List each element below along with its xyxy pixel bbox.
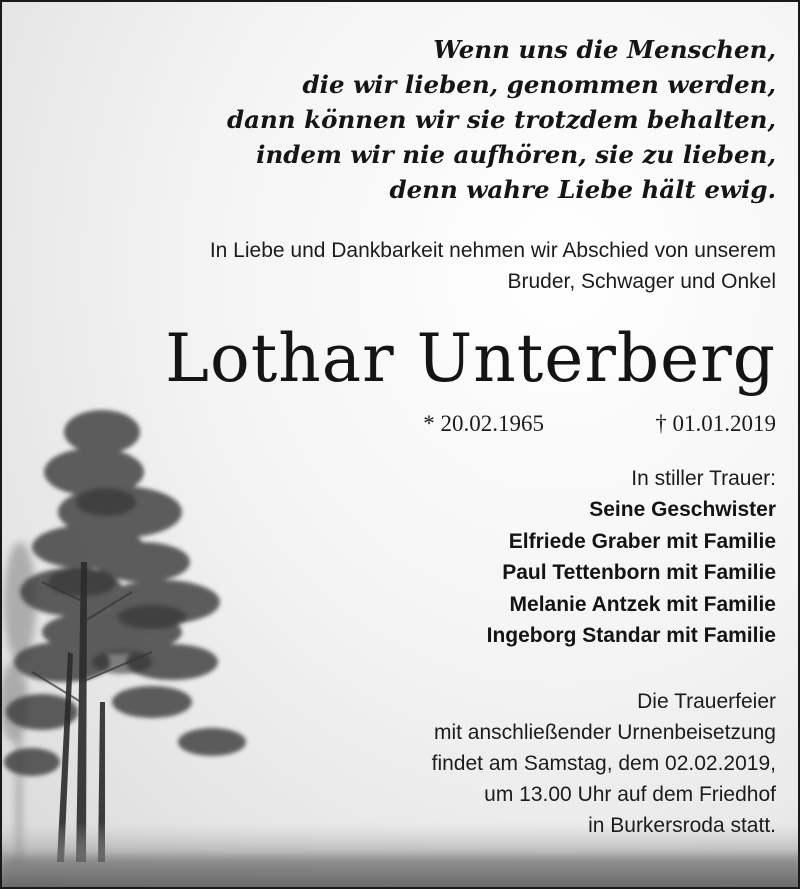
- memorial-poem: [16, 32, 776, 207]
- notice-text: [16, 2, 776, 841]
- poem-line: indem wir nie aufhören, sie zu lieben,: [256, 140, 776, 169]
- service-line: um 13.00 Uhr auf dem Friedhof: [484, 782, 776, 806]
- mourner-name: Ingeborg Standar mit Familie: [486, 624, 776, 647]
- mourners-list: [16, 494, 776, 652]
- poem-line: dann können wir sie trotzdem behalten,: [226, 105, 776, 134]
- poem-line: denn wahre Liebe hält ewig.: [389, 175, 776, 204]
- poem-line: die wir lieben, genommen werden,: [302, 70, 776, 99]
- mourners-label: In stiller Trauer:: [631, 467, 776, 490]
- poem-line: Wenn uns die Menschen,: [433, 35, 776, 64]
- deceased-name: Lothar Unterberg: [165, 320, 776, 397]
- farewell-intro: [16, 235, 776, 297]
- mourners-section: [16, 463, 776, 652]
- intro-line: In Liebe und Dankbarkeit nehmen wir Abschied von unserem: [209, 239, 776, 262]
- birth-date: * 20.02.1965: [423, 411, 544, 436]
- service-line: in Burkersroda statt.: [588, 813, 776, 837]
- service-line: findet am Samstag, dem 02.02.2019,: [431, 751, 776, 775]
- service-line: mit anschließender Urnenbeisetzung: [433, 720, 776, 744]
- life-dates: [16, 409, 776, 439]
- mourner-name: Seine Geschwister: [589, 498, 776, 521]
- mourner-name: Melanie Antzek mit Familie: [509, 592, 776, 616]
- mourner-name: Paul Tettenborn mit Familie: [502, 561, 776, 584]
- intro-line: Bruder, Schwager und Onkel: [507, 270, 776, 293]
- funeral-service-info: [16, 686, 776, 841]
- service-line: Die Trauerfeier: [637, 689, 776, 713]
- mourner-name: Elfriede Graber mit Familie: [508, 529, 776, 553]
- death-date: † 01.01.2019: [655, 411, 776, 436]
